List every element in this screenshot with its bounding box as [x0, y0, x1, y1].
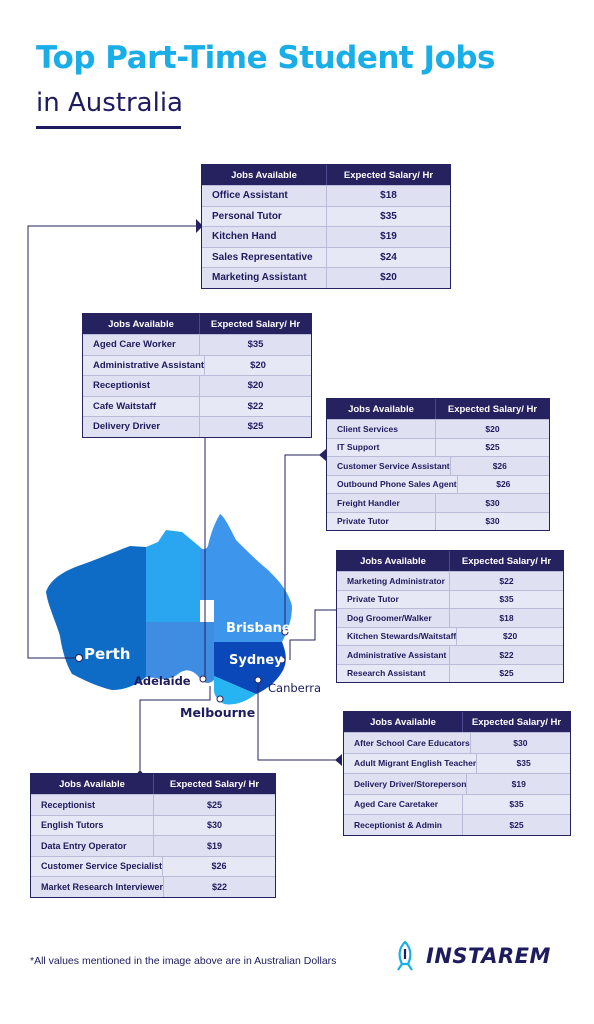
- job-title: Dog Groomer/Walker: [347, 612, 432, 623]
- table-row: [202, 267, 450, 288]
- job-title: Adult Migrant English Teacher: [354, 758, 477, 769]
- city-label-sydney: Sydney: [229, 653, 283, 668]
- header-jobs-available: Jobs Available: [348, 403, 414, 415]
- jobs-table-canberra: [343, 711, 571, 836]
- job-title: Client Services: [337, 423, 398, 434]
- job-title: Office Assistant: [212, 190, 288, 202]
- job-title: Private Tutor: [337, 516, 389, 527]
- arrow-canberra: [335, 754, 342, 766]
- job-title: Receptionist & Admin: [354, 819, 442, 830]
- marker-melbourne: [217, 696, 223, 702]
- job-title: Marketing Assistant: [212, 272, 307, 284]
- table-row: [344, 773, 570, 794]
- connector-melbourne: [140, 686, 210, 770]
- table-header: [327, 399, 549, 419]
- header-jobs-available: Jobs Available: [360, 555, 426, 567]
- page-subtitle: in Australia: [36, 88, 183, 118]
- table-header: [83, 314, 311, 334]
- table-row: [31, 876, 275, 897]
- job-title: Administrative Assistant: [347, 649, 447, 660]
- job-title: After School Care Educators: [354, 737, 470, 748]
- job-salary: $24: [326, 248, 450, 268]
- job-title: Aged Care Worker: [93, 339, 176, 351]
- job-salary: $25: [153, 795, 275, 815]
- city-label-adelaide: Adelaide: [134, 674, 191, 688]
- job-salary: $25: [199, 417, 311, 437]
- table-row: [327, 493, 549, 512]
- job-title: Kitchen Hand: [212, 231, 277, 243]
- city-label-melbourne: Melbourne: [180, 705, 256, 720]
- job-title: Freight Handler: [337, 497, 400, 508]
- job-title: Personal Tutor: [212, 210, 282, 222]
- table-row: [337, 645, 563, 664]
- job-salary: $20: [435, 420, 549, 438]
- table-header: [344, 712, 570, 732]
- table-row: [337, 627, 563, 646]
- job-title: Market Research Interviewer: [41, 881, 164, 892]
- table-row: [337, 608, 563, 627]
- job-title: Kitchen Stewards/Waitstaff: [347, 631, 457, 642]
- job-salary: $20: [199, 376, 311, 396]
- header-jobs-available: Jobs Available: [108, 318, 174, 330]
- header-expected-salary: Expected Salary/ Hr: [449, 551, 563, 571]
- job-title: Receptionist: [41, 799, 96, 810]
- job-salary: $30: [470, 733, 570, 753]
- job-salary: $25: [449, 665, 563, 683]
- job-salary: $26: [162, 857, 275, 877]
- table-row: [337, 664, 563, 683]
- table-header: [202, 165, 450, 185]
- header-expected-salary: Expected Salary/ Hr: [153, 774, 275, 794]
- job-salary: $19: [466, 774, 570, 794]
- region-northern-territory: [146, 530, 200, 622]
- instarem-logo-icon: [390, 940, 420, 972]
- table-row: [337, 571, 563, 590]
- table-body: [337, 571, 563, 682]
- job-salary: $20: [456, 628, 563, 646]
- job-title: Data Entry Operator: [41, 840, 127, 851]
- table-row: [83, 375, 311, 396]
- job-salary: $26: [450, 457, 549, 475]
- jobs-table-perth: [201, 164, 451, 289]
- page-title: Top Part-Time Student Jobs: [36, 40, 496, 76]
- job-salary: $35: [476, 754, 570, 774]
- marker-perth: [76, 655, 83, 662]
- job-title: English Tutors: [41, 820, 104, 831]
- table-row: [327, 456, 549, 475]
- job-salary: $19: [153, 836, 275, 856]
- job-salary: $22: [199, 397, 311, 417]
- table-row: [344, 732, 570, 753]
- job-title: Customer Service Assistant: [337, 460, 450, 471]
- marker-canberra: [255, 677, 261, 683]
- job-salary: $30: [435, 494, 549, 512]
- job-title: Administrative Assistant: [93, 359, 205, 371]
- job-salary: $30: [153, 816, 275, 836]
- job-salary: $30: [435, 513, 549, 531]
- table-header: [31, 774, 275, 794]
- job-title: Aged Care Caretaker: [354, 799, 439, 810]
- jobs-table-adelaide: [82, 313, 312, 438]
- job-title: Receptionist: [93, 380, 151, 392]
- table-row: [327, 419, 549, 438]
- header-jobs-available: Jobs Available: [231, 169, 297, 181]
- table-row: [83, 416, 311, 437]
- job-title: IT Support: [337, 442, 380, 453]
- job-title: Cafe Waitstaff: [93, 400, 156, 412]
- job-title: Outbound Phone Sales Agent: [337, 479, 457, 490]
- jobs-table-sydney: [336, 550, 564, 683]
- table-row: [202, 185, 450, 206]
- city-label-perth: Perth: [84, 645, 131, 663]
- job-salary: $22: [163, 877, 275, 897]
- job-salary: $35: [449, 591, 563, 609]
- table-row: [202, 226, 450, 247]
- table-body: [31, 794, 275, 897]
- header-jobs-available: Jobs Available: [370, 716, 436, 728]
- table-row: [83, 396, 311, 417]
- table-row: [344, 753, 570, 774]
- job-salary: $25: [435, 439, 549, 457]
- job-title: Sales Representative: [212, 251, 313, 263]
- job-salary: $18: [326, 186, 450, 206]
- job-salary: $19: [326, 227, 450, 247]
- job-salary: $22: [449, 572, 563, 590]
- city-label-canberra: Canberra: [268, 681, 322, 695]
- table-row: [83, 355, 311, 376]
- job-title: Delivery Driver/Storeperson: [354, 778, 467, 789]
- table-header: [337, 551, 563, 571]
- marker-adelaide: [200, 676, 206, 682]
- header-expected-salary: Expected Salary/ Hr: [435, 399, 549, 419]
- table-row: [344, 814, 570, 835]
- job-title: Customer Service Specialist: [41, 861, 163, 872]
- table-body: [344, 732, 570, 835]
- header-expected-salary: Expected Salary/ Hr: [199, 314, 311, 334]
- arrow-brisbane: [319, 449, 326, 461]
- job-title: Marketing Administrator: [347, 575, 445, 586]
- table-row: [344, 794, 570, 815]
- job-salary: $18: [449, 609, 563, 627]
- header-expected-salary: Expected Salary/ Hr: [462, 712, 570, 732]
- job-salary: $35: [326, 207, 450, 227]
- jobs-table-brisbane: [326, 398, 550, 531]
- logo: [390, 940, 551, 972]
- table-row: [337, 590, 563, 609]
- job-salary: $20: [204, 356, 311, 376]
- table-row: [31, 835, 275, 856]
- header-expected-salary: Expected Salary/ Hr: [326, 165, 450, 185]
- table-body: [327, 419, 549, 530]
- job-salary: $35: [462, 795, 570, 815]
- job-salary: $25: [462, 815, 570, 835]
- city-label-brisbane: Brisbane: [226, 621, 291, 636]
- job-salary: $20: [326, 268, 450, 288]
- table-row: [31, 856, 275, 877]
- table-body: [202, 185, 450, 288]
- job-title: Private Tutor: [347, 594, 399, 605]
- job-salary: $22: [449, 646, 563, 664]
- table-row: [202, 247, 450, 268]
- logo-text: INSTAREM: [426, 944, 551, 968]
- header-jobs-available: Jobs Available: [59, 778, 125, 790]
- region-western-australia: [46, 546, 146, 690]
- footnote: *All values mentioned in the image above are in Australian Dollars: [30, 955, 337, 967]
- table-row: [31, 815, 275, 836]
- table-row: [327, 438, 549, 457]
- job-salary: $26: [457, 476, 549, 494]
- job-title: Research Assistant: [347, 668, 426, 679]
- table-body: [83, 334, 311, 437]
- table-row: [31, 794, 275, 815]
- job-salary: $35: [199, 335, 311, 355]
- table-row: [327, 512, 549, 531]
- table-row: [83, 334, 311, 355]
- table-row: [327, 475, 549, 494]
- connector-sydney: [290, 610, 338, 660]
- job-title: Delivery Driver: [93, 421, 161, 433]
- table-row: [202, 206, 450, 227]
- jobs-table-melbourne: [30, 773, 276, 898]
